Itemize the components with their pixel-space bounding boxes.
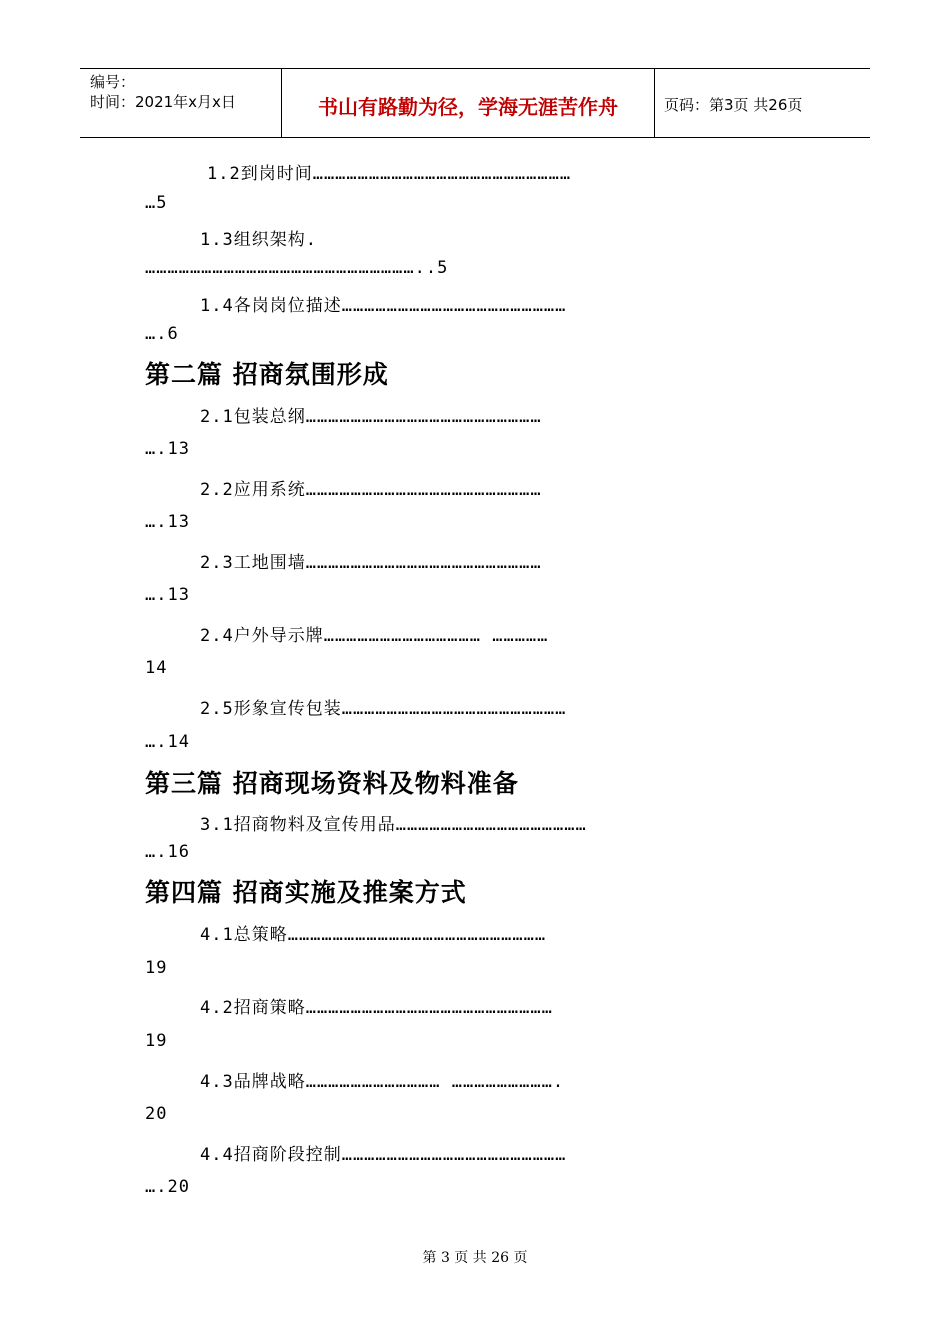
document-time-label: 时间：2021年x月x日 — [90, 93, 236, 111]
page-footer: 第 3 页 共 26 页 — [422, 1250, 528, 1266]
toc-entry-3-1[interactable]: 3.1招商物料及宣传用品…………………………………………… — [200, 815, 587, 835]
toc-entry-2-1[interactable]: 2.1包装总纲……………………………………………………… — [200, 407, 542, 427]
toc-entry-4-4-page: ….20 — [145, 1177, 190, 1197]
part-2-title[interactable]: 第二篇 招商氛围形成 — [145, 360, 389, 389]
toc-entry-1-3[interactable]: 1.3组织架构. — [200, 230, 317, 250]
toc-entry-2-4-page: 14 — [145, 658, 168, 678]
toc-entry-4-3[interactable]: 4.3品牌战略……………………………… ………………………. — [200, 1072, 565, 1092]
toc-entry-4-3-page: 20 — [145, 1104, 168, 1124]
document-header — [80, 68, 870, 138]
toc-entry-2-4[interactable]: 2.4户外导示牌…………………………………… …………… — [200, 626, 549, 646]
part-3-title[interactable]: 第三篇 招商现场资料及物料准备 — [145, 769, 519, 798]
document-number-label: 编号： — [90, 73, 136, 91]
toc-entry-2-3[interactable]: 2.3工地围墙……………………………………………………… — [200, 553, 542, 573]
toc-entry-2-3-page: ….13 — [145, 585, 190, 605]
toc-entry-1-4-page: ….6 — [145, 324, 179, 344]
toc-entry-4-2-page: 19 — [145, 1031, 168, 1051]
toc-entry-1-4[interactable]: 1.4各岗岗位描述…………………………………………………… — [200, 296, 567, 316]
header-meta-cell — [80, 69, 281, 137]
toc-entry-4-1-page: 19 — [145, 958, 168, 978]
header-page-info: 页码：第3页 共26页 — [664, 96, 803, 114]
toc-entry-1-2[interactable]: 1.2到岗时间…………………………………………………………… — [207, 164, 572, 184]
toc-entry-3-1-page: ….16 — [145, 842, 190, 862]
toc-entry-2-5-page: ….14 — [145, 732, 190, 752]
part-4-title[interactable]: 第四篇 招商实施及推案方式 — [145, 878, 467, 907]
header-page-cell — [654, 69, 870, 137]
header-motto-cell — [281, 69, 655, 137]
toc-entry-1-2-page: …5 — [145, 193, 168, 213]
header-motto: 书山有路勤为径，学海无涯苦作舟 — [318, 95, 618, 119]
toc-entry-1-3-page: ………………………………………………………………..5 — [145, 258, 449, 278]
toc-entry-2-5[interactable]: 2.5形象宣传包装…………………………………………………… — [200, 699, 567, 719]
toc-entry-2-1-page: ….13 — [145, 439, 190, 459]
toc-entry-4-1[interactable]: 4.1总策略…………………………………………………………… — [200, 925, 547, 945]
toc-entry-2-2-page: ….13 — [145, 512, 190, 532]
toc-entry-4-4[interactable]: 4.4招商阶段控制…………………………………………………… — [200, 1145, 567, 1165]
toc-entry-2-2[interactable]: 2.2应用系统……………………………………………………… — [200, 480, 542, 500]
toc-entry-4-2[interactable]: 4.2招商策略………………………………………………………… — [200, 998, 553, 1018]
